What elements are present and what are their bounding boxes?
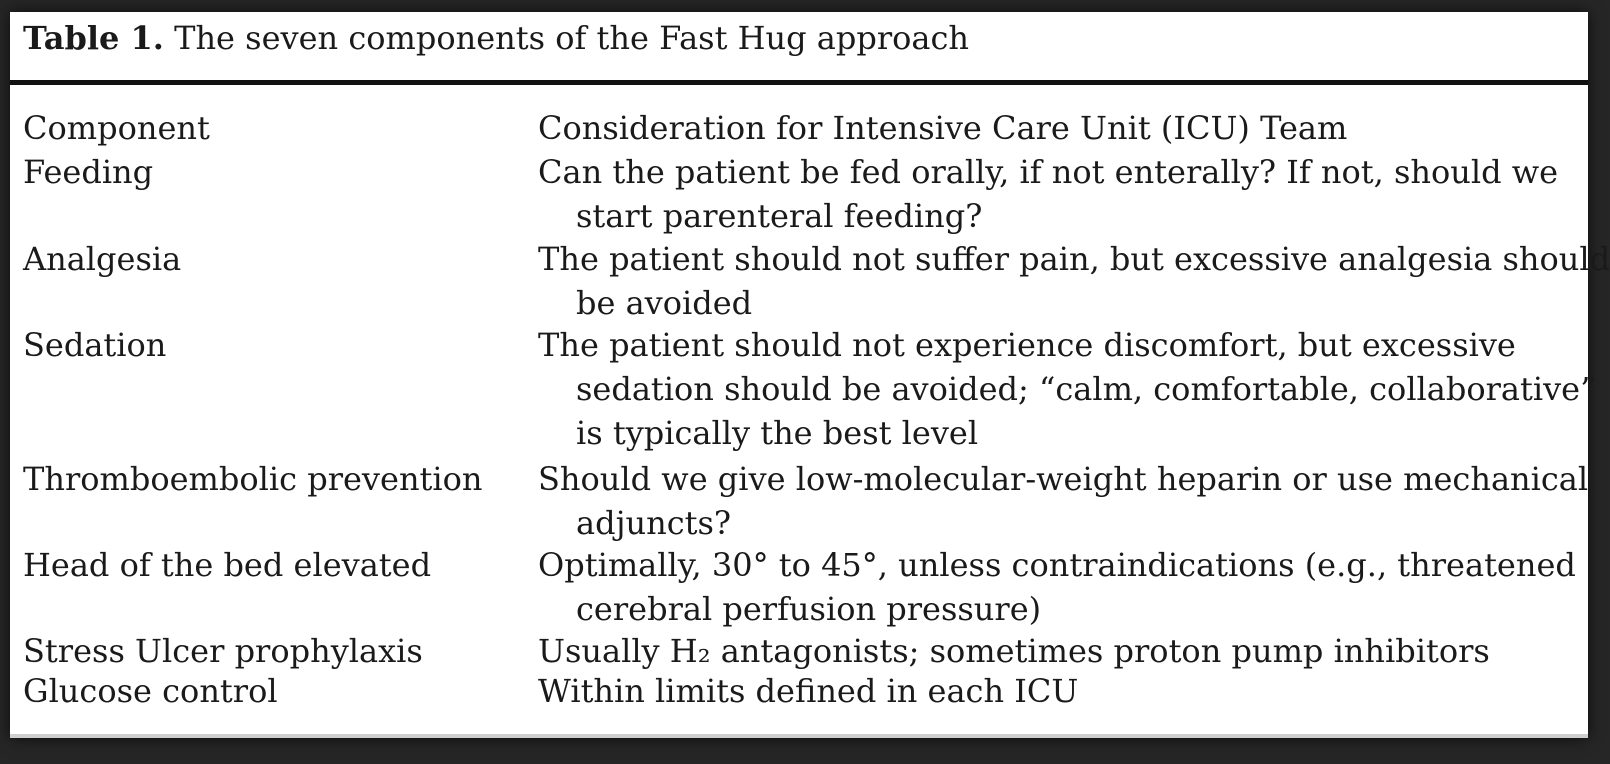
consideration-line: is typically the best level bbox=[576, 414, 979, 452]
component-cell: Thromboembolic prevention bbox=[23, 460, 483, 498]
document-page bbox=[10, 12, 1610, 738]
consideration-line: Optimally, 30° to 45°, unless contraindications (e.g., threatened bbox=[538, 546, 1576, 584]
consideration-cell bbox=[538, 669, 1078, 713]
column-header-component: Component bbox=[23, 109, 210, 147]
consideration-cell bbox=[538, 457, 1588, 545]
consideration-line: The patient should not suffer pain, but excessive analgesia should bbox=[538, 240, 1610, 278]
table-caption-text: The seven components of the Fast Hug approach bbox=[163, 19, 970, 57]
column-header-consideration: Consideration for Intensive Care Unit (ICU) Team bbox=[538, 109, 1348, 147]
table-bottom-rule bbox=[10, 734, 1588, 738]
component-cell: Analgesia bbox=[23, 240, 182, 278]
component-cell: Sedation bbox=[23, 326, 167, 364]
consideration-cell bbox=[538, 323, 1596, 455]
consideration-cell bbox=[538, 237, 1610, 325]
consideration-line: sedation should be avoided; “calm, comfortable, collaborative” bbox=[576, 370, 1597, 408]
consideration-cell bbox=[538, 150, 1558, 238]
component-cell: Feeding bbox=[23, 153, 154, 191]
component-cell: Stress Ulcer prophylaxis bbox=[23, 632, 423, 670]
consideration-line: Should we give low-molecular-weight heparin or use mechanical bbox=[538, 460, 1589, 498]
consideration-line: Usually H₂ antagonists; sometimes proton pump inhibitors bbox=[538, 632, 1490, 670]
consideration-line: Can the patient be fed orally, if not enterally? If not, should we bbox=[538, 153, 1559, 191]
table-label: Table 1. bbox=[23, 19, 164, 57]
consideration-line: The patient should not experience discomfort, but excessive bbox=[538, 326, 1516, 364]
component-cell: Head of the bed elevated bbox=[23, 546, 432, 584]
component-cell: Glucose control bbox=[23, 672, 278, 710]
consideration-line: Within limits defined in each ICU bbox=[538, 672, 1079, 710]
consideration-cell bbox=[538, 543, 1576, 631]
consideration-line: start parenteral feeding? bbox=[576, 197, 983, 235]
consideration-line: adjuncts? bbox=[576, 504, 732, 542]
consideration-line: cerebral perfusion pressure) bbox=[576, 590, 1042, 628]
consideration-cell bbox=[538, 629, 1490, 673]
consideration-line: be avoided bbox=[576, 284, 753, 322]
fast-hug-table bbox=[10, 12, 1610, 738]
